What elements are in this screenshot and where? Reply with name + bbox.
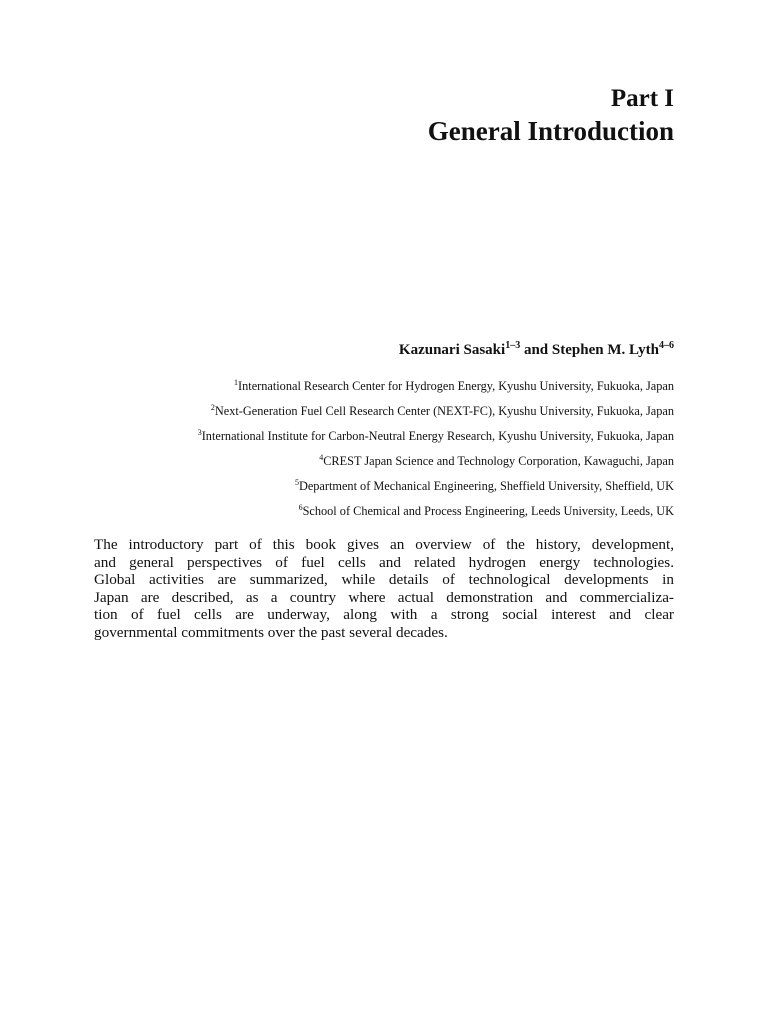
affiliation-item [198, 378, 674, 403]
abstract-line: and general perspectives of fuel cells and related hydrogen energy technologies. [94, 553, 674, 571]
author-name: Stephen M. Lyth [551, 342, 659, 358]
abstract-line: The introductory part of this book gives an overview of the history, development, [94, 536, 674, 553]
affiliation-list [198, 378, 674, 528]
author-name: Kazunari Sasaki [398, 342, 506, 358]
affiliation-number: 1 [234, 378, 239, 387]
part-title: General Introduction [427, 116, 674, 146]
abstract-paragraph [94, 536, 674, 641]
abstract-line: governmental commitments over the past several decades. [94, 623, 448, 641]
affiliation-text: CREST Japan Science and Technology Corporation, Kawaguchi, Japan [323, 454, 674, 468]
affiliation-item [198, 478, 674, 503]
affiliation-number: 6 [298, 503, 303, 512]
affiliation-text: International Institute for Carbon-Neutral Energy Research, Kyushu University, Fukuoka, Japan [201, 429, 674, 443]
affiliation-text: School of Chemical and Process Engineering, Leeds University, Leeds, UK [302, 504, 674, 518]
affiliation-item [198, 403, 674, 428]
part-label: Part I [610, 85, 674, 112]
abstract-line: Japan are described, as a country where actual demonstration and commercializa- [94, 588, 674, 606]
affiliation-text: Department of Mechanical Engineering, Sheffield University, Sheffield, UK [298, 479, 674, 493]
author-line [399, 342, 674, 359]
affiliation-number: 3 [197, 428, 202, 437]
author-superscript: 4–6 [659, 340, 674, 351]
abstract-line: Global activities are summarized, while details of technological developments in [94, 571, 674, 588]
affiliation-number: 4 [319, 453, 324, 462]
affiliation-text: Next-Generation Fuel Cell Research Center (NEXT-FC), Kyushu University, Fukuoka, Japan [214, 404, 674, 418]
affiliation-item [198, 428, 674, 453]
author-superscript: 1–3 [505, 340, 521, 351]
affiliation-number: 2 [210, 403, 215, 412]
affiliation-item [198, 503, 674, 528]
part-header [428, 84, 674, 148]
affiliation-item [198, 453, 674, 478]
author-conjunction: and [520, 342, 552, 358]
affiliation-text: International Research Center for Hydrogen Energy, Kyushu University, Fukuoka, Japan [238, 379, 674, 393]
abstract-line: tion of fuel cells are underway, along with a strong social interest and clear [94, 606, 674, 623]
affiliation-number: 5 [294, 478, 299, 487]
